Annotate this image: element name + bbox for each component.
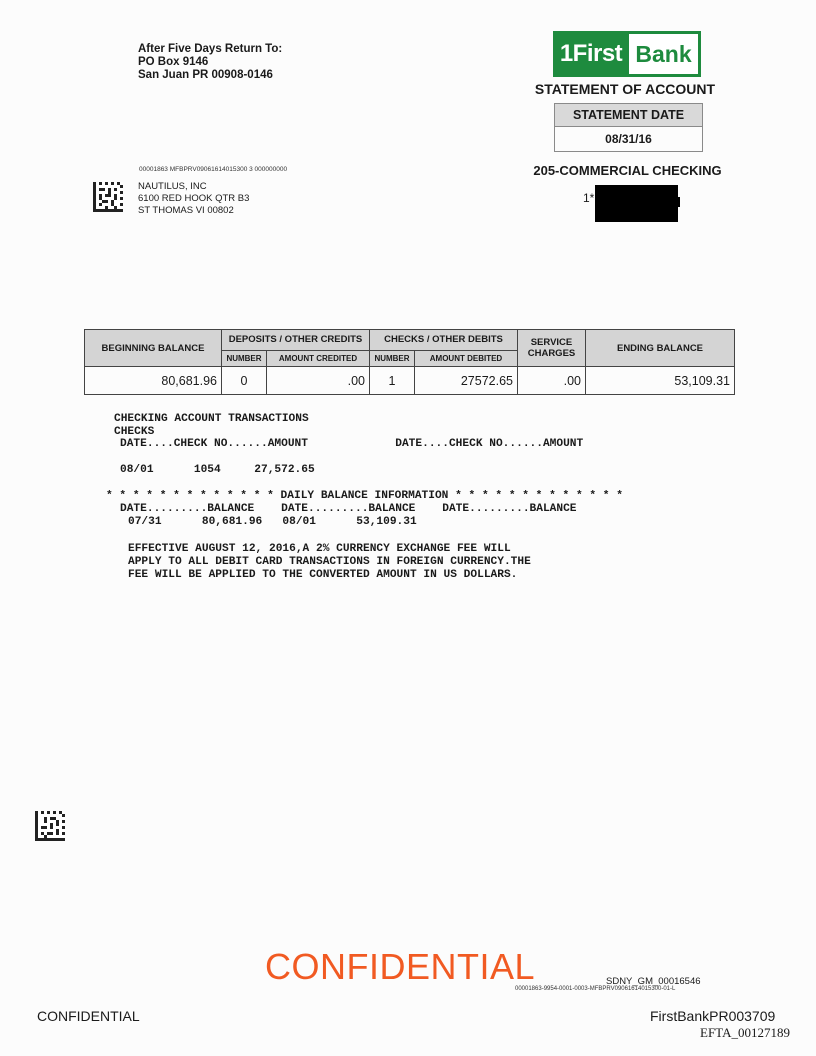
statement-date-box	[554, 103, 703, 152]
mailing-id-line: 00001863 MFBPRV09061614015300 3 000000000	[139, 166, 288, 173]
check-row: 08/01 1054 27,572.65	[120, 464, 315, 476]
amount-debited-value: 27572.65	[415, 367, 518, 395]
return-address-line-1: After Five Days Return To:	[138, 43, 283, 55]
account-type: 205-COMMERCIAL CHECKING	[533, 163, 722, 178]
amount-credited-value: .00	[267, 367, 370, 395]
beginning-balance-value: 80,681.96	[85, 367, 222, 395]
daily-balance-row: 07/31 80,681.96 08/01 53,109.31	[128, 516, 417, 528]
amount-credited-header: AMOUNT CREDITED	[267, 350, 370, 366]
deposits-number-header: NUMBER	[222, 350, 267, 366]
logo-bank-text: Bank	[629, 34, 698, 74]
checks-number-header: NUMBER	[370, 350, 415, 366]
deposits-number-value: 0	[222, 367, 267, 395]
customer-name: NAUTILUS, INC	[138, 181, 207, 192]
redaction-block	[595, 185, 678, 222]
transactions-category: CHECKING ACCOUNT TRANSACTIONS CHECKS	[114, 413, 309, 438]
statement-date-label: STATEMENT DATE	[555, 104, 702, 127]
deposits-header: DEPOSITS / OTHER CREDITS	[222, 330, 370, 351]
service-charges-header: SERVICE CHARGES	[518, 330, 586, 367]
return-address	[138, 43, 282, 82]
return-address-line-3: San Juan PR 00908-0146	[138, 69, 273, 81]
bank-logo	[553, 31, 701, 77]
confidential-label: CONFIDENTIAL	[37, 1008, 140, 1024]
checks-header: CHECKS / OTHER DEBITS	[370, 330, 518, 351]
confidential-stamp: CONFIDENTIAL	[265, 946, 536, 987]
daily-balance-columns: DATE.........BALANCE DATE.........BALANCE DATE.........BALANCE	[120, 503, 577, 515]
account-number-prefix: 1*	[583, 191, 595, 205]
customer-city: ST THOMAS VI 00802	[138, 205, 234, 216]
document-id-line: 00001863-9954-0001-0003-MFBPRV09061614015300-01-L	[515, 986, 676, 992]
service-charges-value: .00	[518, 367, 586, 395]
checks-column-header: DATE....CHECK NO......AMOUNT DATE....CHECK NO......AMOUNT	[120, 438, 584, 450]
statement-date-value: 08/31/16	[605, 132, 652, 146]
mailing-address	[138, 181, 249, 217]
beginning-balance-header: BEGINNING BALANCE	[85, 330, 222, 367]
ending-balance-header: ENDING BALANCE	[586, 330, 735, 367]
checks-number-value: 1	[370, 367, 415, 395]
return-address-line-2: PO Box 9146	[138, 56, 209, 68]
sdny-bates-number: SDNY_GM_00016546	[606, 976, 701, 987]
page-2d-barcode	[35, 811, 65, 846]
logo-first-text: 1First	[559, 40, 623, 67]
customer-street: 6100 RED HOOK QTR B3	[138, 193, 250, 204]
amount-debited-header: AMOUNT DEBITED	[415, 350, 518, 366]
efta-number: EFTA_00127189	[700, 1025, 790, 1040]
redaction-block-edge	[676, 197, 680, 207]
statement-title: STATEMENT OF ACCOUNT	[534, 81, 716, 97]
mailing-2d-barcode	[93, 182, 123, 217]
fee-notice: EFFECTIVE AUGUST 12, 2016,A 2% CURRENCY EXCHANGE FEE WILL APPLY TO ALL DEBIT CARD TRANSACTIONS IN FOREIGN CURRENCY.THE FEE WILL BE APPLIED TO THE CONVERTED AMOUNT IN US DOLLARS.	[128, 543, 531, 581]
ending-balance-value: 53,109.31	[586, 367, 735, 395]
account-summary-table	[84, 329, 735, 395]
firstbank-bates-number: FirstBankPR003709	[650, 1008, 776, 1024]
daily-balance-header: * * * * * * * * * * * * * DAILY BALANCE INFORMATION * * * * * * * * * * * * *	[106, 490, 623, 502]
